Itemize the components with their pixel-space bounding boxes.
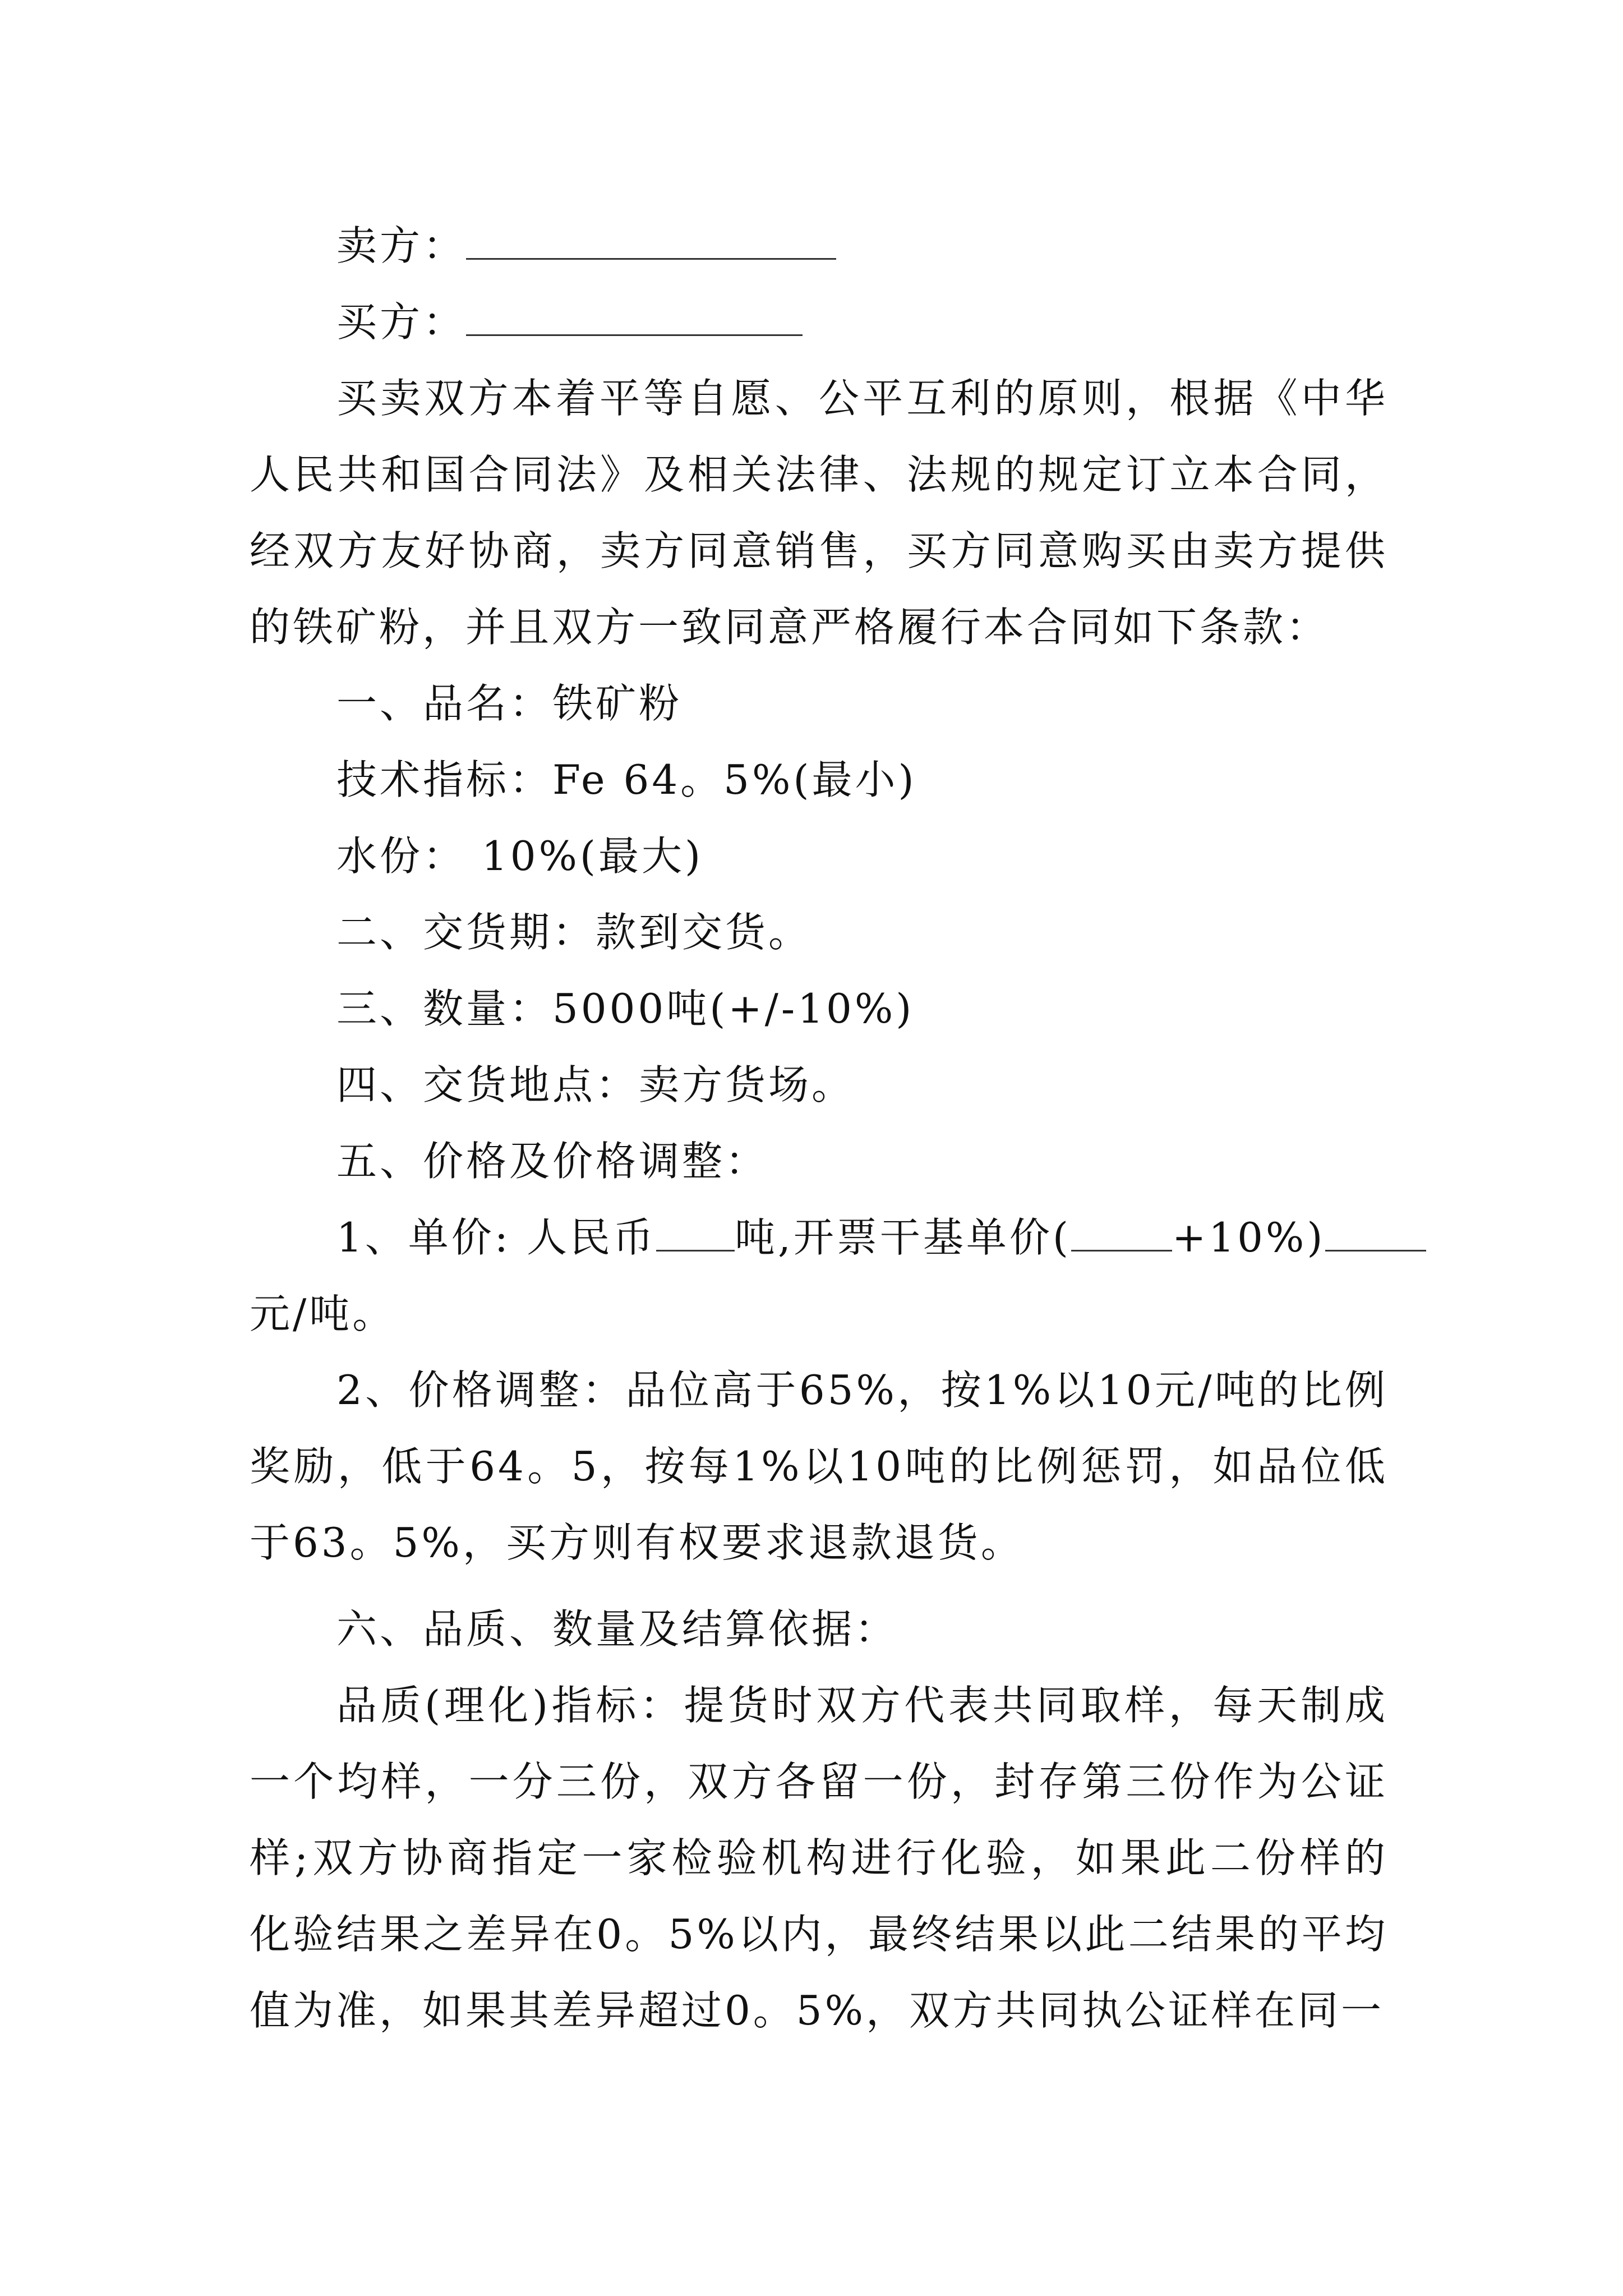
unit-price-prefix: 1、单价: 人民币 — [336, 1214, 656, 1261]
seller-line — [250, 208, 1388, 284]
clause-quantity: 三、数量：5000吨(+/-10%) — [336, 985, 915, 1032]
buyer-blank — [466, 301, 803, 336]
clause-tech-index: 技术指标：Fe 64。5%(最小) — [336, 756, 917, 803]
unit-price-middle: 吨,开票干基单价( — [734, 1214, 1071, 1261]
seller-blank — [466, 224, 836, 260]
clause-unit-price — [250, 1199, 1388, 1276]
clause-delivery-place: 四、交货地点：卖方货场。 — [336, 1061, 855, 1108]
contract-page — [250, 208, 1388, 2049]
buyer-line — [250, 284, 1388, 360]
intro-paragraph: 买卖双方本着平等自愿、公平互利的原则，根据《中华人民共和国合同法》及相关法律、法规的规定订立本合同，经双方友好协商，卖方同意销售，买方同意购买由卖方提供的铁矿粉，并且双方一致同意严格履行本合同如下条款： — [250, 375, 1388, 651]
clause-quality-title: 六、品质、数量及结算依据： — [336, 1605, 898, 1653]
buyer-label: 买方： — [336, 298, 467, 346]
unit-price-blank-3 — [1325, 1216, 1426, 1251]
clause-price-adjust: 2、价格调整：品位高于65%，按1%以10元/吨的比例奖励，低于64。5，按每1%以10吨的比例惩罚，如品位低于63。5%，买方则有权要求退款退货。 — [250, 1366, 1388, 1566]
clause-unit-price-unit: 元/吨。 — [250, 1290, 396, 1337]
clause-delivery-period: 二、交货期：款到交货。 — [336, 909, 812, 956]
clause-moisture: 水份： 10%(最大) — [336, 832, 704, 880]
unit-price-blank-2 — [1071, 1216, 1172, 1251]
unit-price-blank-1 — [656, 1216, 735, 1251]
clause-product: 一、品名：铁矿粉 — [336, 680, 683, 727]
seller-label: 卖方： — [336, 222, 467, 269]
clause-price-title: 五、价格及价格调整： — [336, 1138, 769, 1185]
unit-price-suffix: +10%) — [1172, 1214, 1326, 1261]
clause-quality-text: 品质(理化)指标：提货时双方代表共同取样，每天制成一个均样，一分三份，双方各留一份，封存第三份作为公证样;双方协商指定一家检验机构进行化验，如果此二份样的化验结果之差异在0。5%以内，最终结果以此二结果的平均值为准，如果其差异超过0。5%，双方共同执公证样在同一 — [250, 1682, 1388, 2034]
